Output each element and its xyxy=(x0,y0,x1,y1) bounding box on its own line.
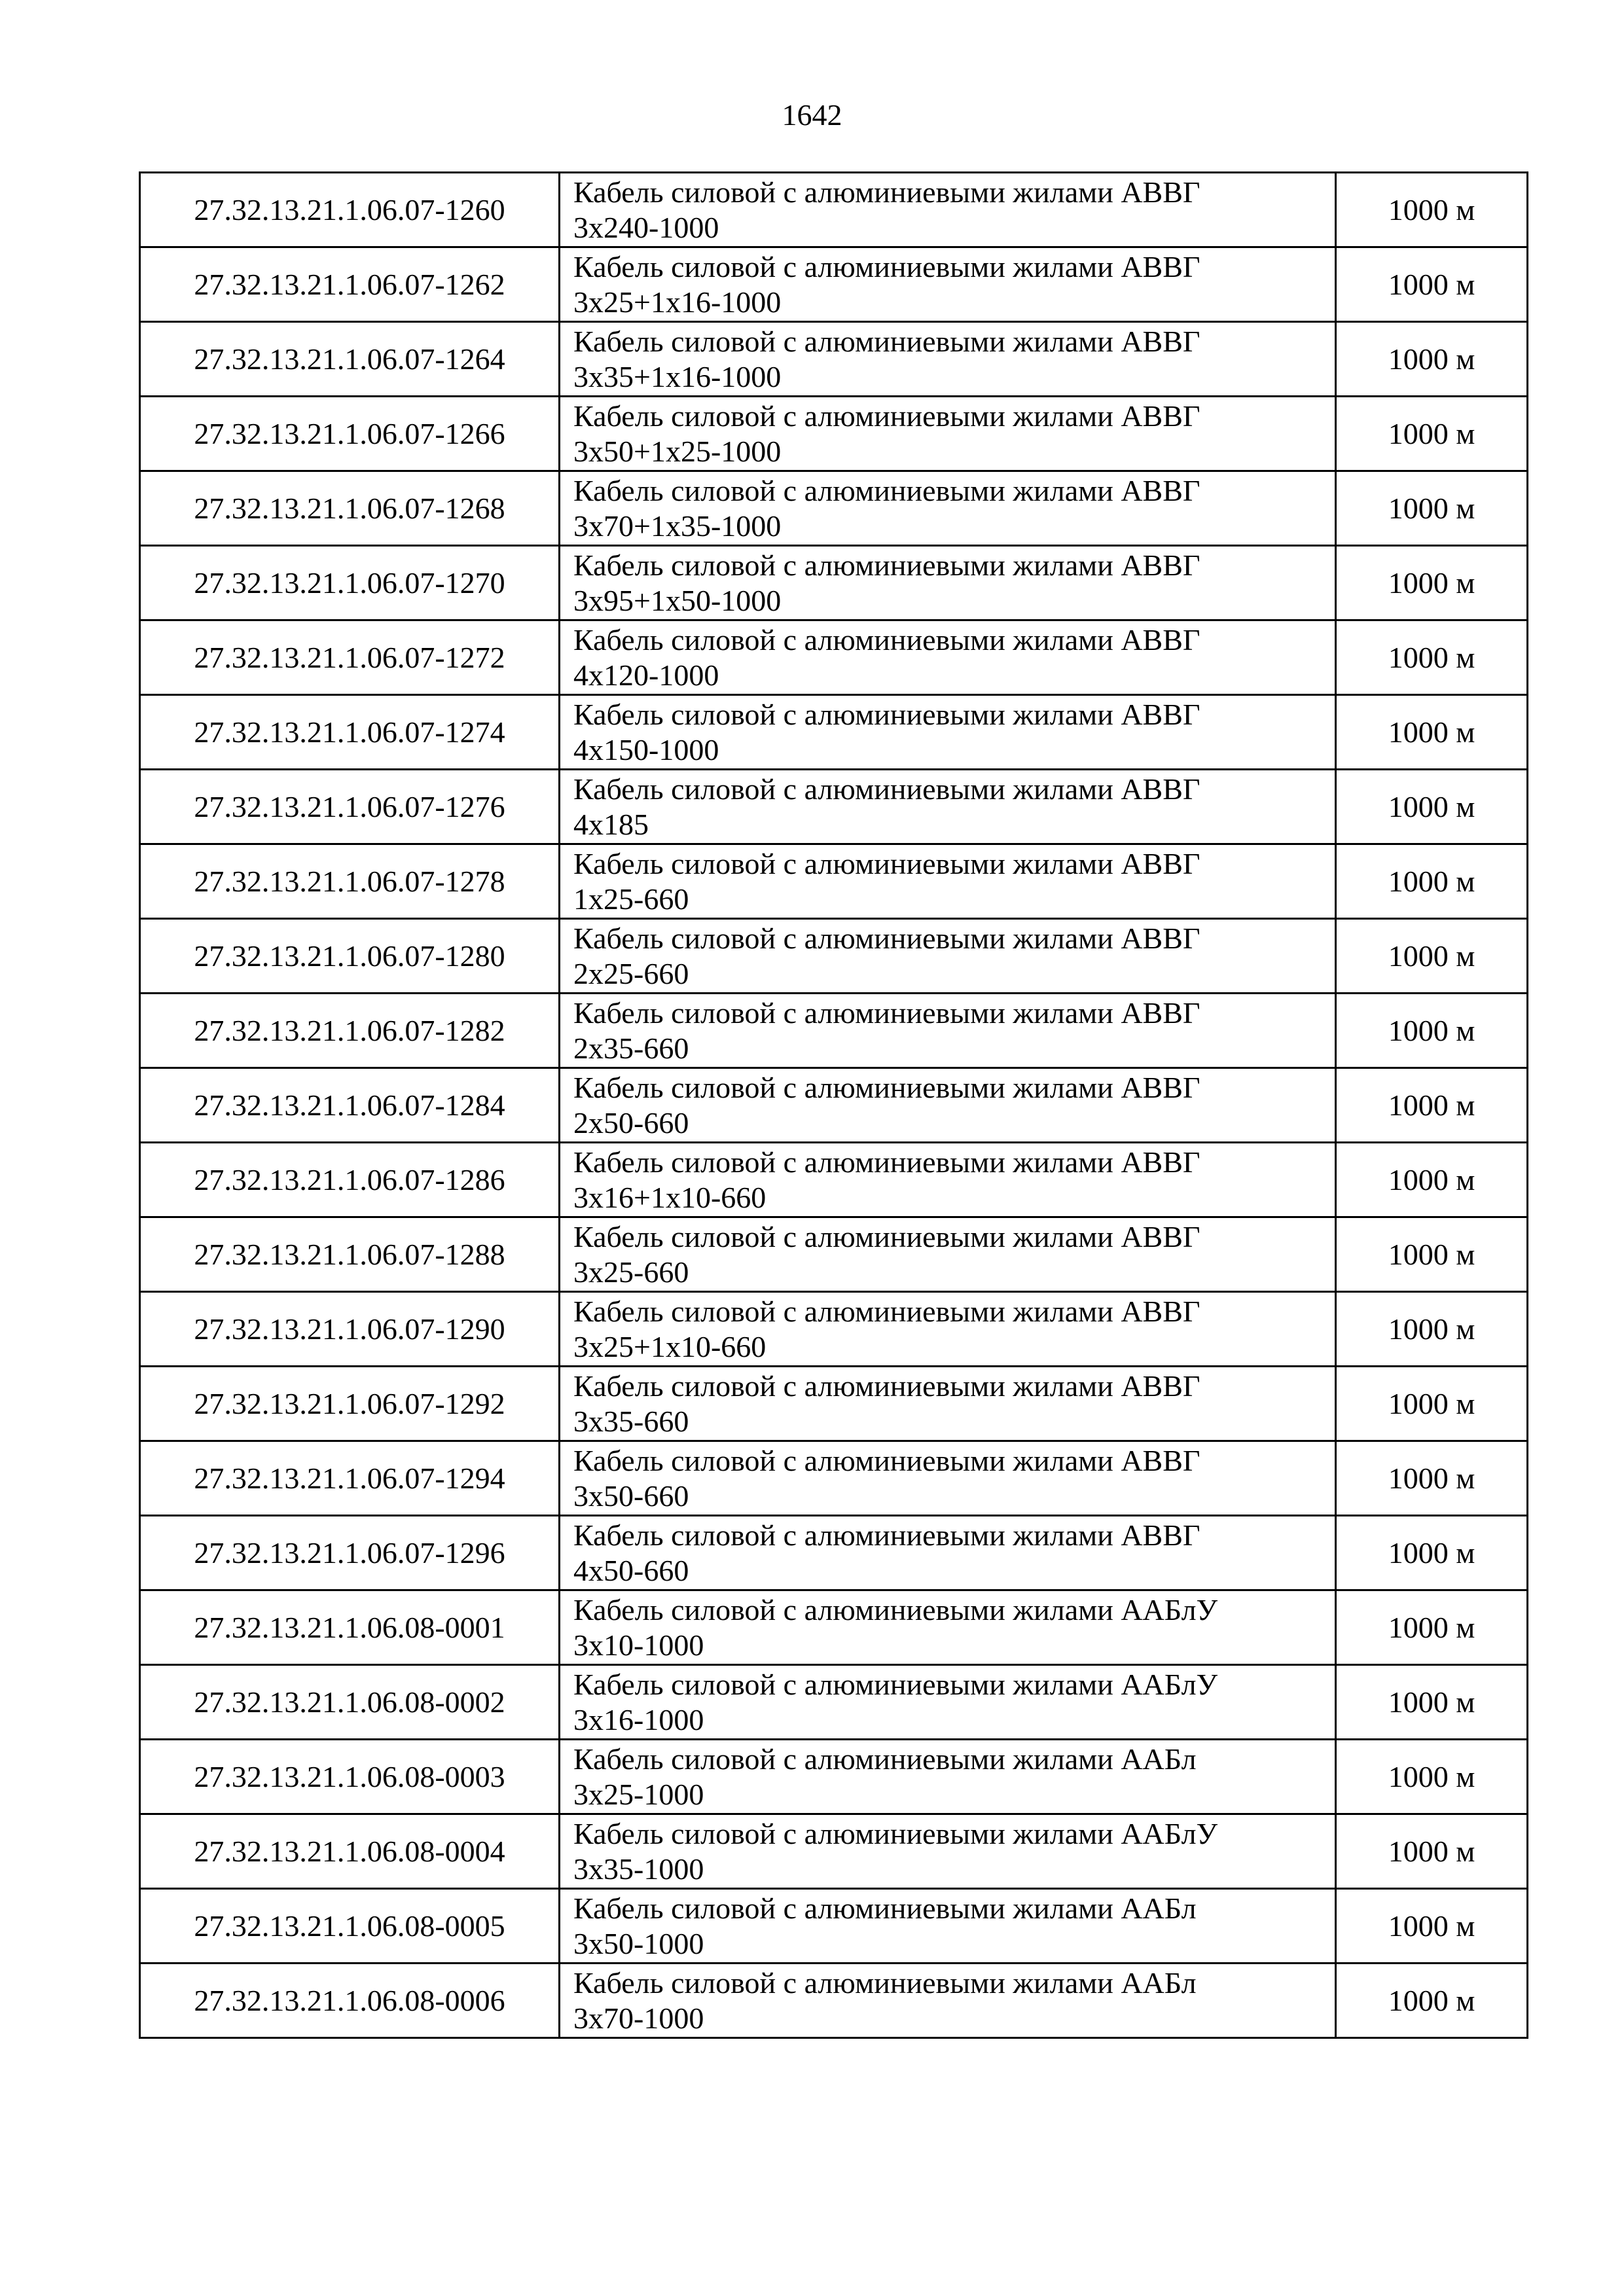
resource-name-cell xyxy=(560,1516,1336,1590)
resource-name-line2: 2х50-660 xyxy=(573,1105,689,1139)
resource-name-line2: 4х150-1000 xyxy=(573,732,719,766)
resource-name-line2: 3х16+1х10-660 xyxy=(573,1180,767,1214)
table-row xyxy=(140,1740,1528,1814)
unit-cell: 1000 м xyxy=(1336,919,1528,994)
resource-name-line2: 3х70+1х35-1000 xyxy=(573,509,782,543)
table-row xyxy=(140,546,1528,620)
unit-cell: 1000 м xyxy=(1336,1590,1528,1665)
table-row xyxy=(140,844,1528,919)
unit-cell: 1000 м xyxy=(1336,620,1528,695)
resource-name-line2: 3х10-1000 xyxy=(573,1628,704,1662)
table-row xyxy=(140,994,1528,1068)
resource-name-cell xyxy=(560,546,1336,620)
resource-name-line1: Кабель силовой с алюминиевыми жилами АВВГ xyxy=(573,697,1200,731)
table-body xyxy=(140,173,1528,2038)
table-row xyxy=(140,1665,1528,1740)
table-row xyxy=(140,173,1528,247)
table-row xyxy=(140,1143,1528,1217)
resource-code-cell: 27.32.13.21.1.06.07-1268 xyxy=(140,471,560,546)
resource-name-cell xyxy=(560,1964,1336,2038)
resource-name-line1: Кабель силовой с алюминиевыми жилами ААБл xyxy=(573,1965,1197,2000)
unit-cell: 1000 м xyxy=(1336,1740,1528,1814)
resource-name-line1: Кабель силовой с алюминиевыми жилами АВВГ xyxy=(573,324,1200,358)
resource-name-line1: Кабель силовой с алюминиевыми жилами АВВГ xyxy=(573,1443,1200,1477)
resource-code-cell: 27.32.13.21.1.06.07-1274 xyxy=(140,695,560,770)
table-row xyxy=(140,1217,1528,1292)
table-row xyxy=(140,471,1528,546)
resource-name-cell xyxy=(560,471,1336,546)
unit-cell: 1000 м xyxy=(1336,471,1528,546)
resource-code-cell: 27.32.13.21.1.06.07-1290 xyxy=(140,1292,560,1367)
unit-cell: 1000 м xyxy=(1336,1367,1528,1441)
unit-cell: 1000 м xyxy=(1336,1292,1528,1367)
resource-code-cell: 27.32.13.21.1.06.07-1266 xyxy=(140,397,560,471)
table-row xyxy=(140,620,1528,695)
resource-name-cell xyxy=(560,919,1336,994)
table-row xyxy=(140,770,1528,844)
table-row xyxy=(140,247,1528,322)
table-row xyxy=(140,397,1528,471)
resource-name-cell xyxy=(560,247,1336,322)
resource-name-line2: 3х35-1000 xyxy=(573,1852,704,1886)
unit-cell: 1000 м xyxy=(1336,695,1528,770)
resource-code-cell: 27.32.13.21.1.06.08-0001 xyxy=(140,1590,560,1665)
resource-name-line1: Кабель силовой с алюминиевыми жилами ААБлУ xyxy=(573,1816,1218,1850)
resource-name-line2: 3х25-660 xyxy=(573,1255,689,1289)
resource-code-cell: 27.32.13.21.1.06.07-1294 xyxy=(140,1441,560,1516)
table-row xyxy=(140,322,1528,397)
resource-name-cell xyxy=(560,1441,1336,1516)
resource-name-line1: Кабель силовой с алюминиевыми жилами АВВГ xyxy=(573,622,1200,656)
resource-name-cell xyxy=(560,994,1336,1068)
table-row xyxy=(140,1292,1528,1367)
unit-cell: 1000 м xyxy=(1336,770,1528,844)
resource-name-line1: Кабель силовой с алюминиевыми жилами ААБлУ xyxy=(573,1667,1218,1701)
resource-name-cell xyxy=(560,620,1336,695)
resource-name-cell xyxy=(560,1665,1336,1740)
resource-name-cell xyxy=(560,1590,1336,1665)
resource-name-line2: 4х50-660 xyxy=(573,1553,689,1587)
unit-cell: 1000 м xyxy=(1336,1964,1528,2038)
resource-code-cell: 27.32.13.21.1.06.07-1292 xyxy=(140,1367,560,1441)
unit-cell: 1000 м xyxy=(1336,322,1528,397)
resource-name-line2: 3х35+1х16-1000 xyxy=(573,359,782,393)
resource-name-cell xyxy=(560,397,1336,471)
resource-name-line1: Кабель силовой с алюминиевыми жилами АВВГ xyxy=(573,996,1200,1030)
table-row xyxy=(140,1889,1528,1964)
resource-name-cell xyxy=(560,1740,1336,1814)
unit-cell: 1000 м xyxy=(1336,173,1528,247)
unit-cell: 1000 м xyxy=(1336,1665,1528,1740)
table-row xyxy=(140,1590,1528,1665)
resource-name-line1: Кабель силовой с алюминиевыми жилами АВВГ xyxy=(573,1219,1200,1253)
resource-code-cell: 27.32.13.21.1.06.07-1260 xyxy=(140,173,560,247)
resource-name-line1: Кабель силовой с алюминиевыми жилами АВВГ xyxy=(573,249,1200,283)
resource-name-line2: 3х35-660 xyxy=(573,1404,689,1438)
page-number: 1642 xyxy=(782,98,842,132)
resource-name-line2: 3х95+1х50-1000 xyxy=(573,583,782,617)
resource-name-line2: 1х25-660 xyxy=(573,882,689,916)
resource-code-cell: 27.32.13.21.1.06.07-1278 xyxy=(140,844,560,919)
resource-name-line1: Кабель силовой с алюминиевыми жилами АВВГ xyxy=(573,921,1200,955)
resource-name-line1: Кабель силовой с алюминиевыми жилами ААБл xyxy=(573,1742,1197,1776)
resource-code-cell: 27.32.13.21.1.06.07-1288 xyxy=(140,1217,560,1292)
resource-code-cell: 27.32.13.21.1.06.08-0002 xyxy=(140,1665,560,1740)
table-row xyxy=(140,1068,1528,1143)
resource-name-cell xyxy=(560,1292,1336,1367)
resource-name-line1: Кабель силовой с алюминиевыми жилами АВВГ xyxy=(573,548,1200,582)
resource-name-line1: Кабель силовой с алюминиевыми жилами АВВГ xyxy=(573,399,1200,433)
resource-code-cell: 27.32.13.21.1.06.07-1270 xyxy=(140,546,560,620)
resource-name-line1: Кабель силовой с алюминиевыми жилами АВВГ xyxy=(573,846,1200,880)
resource-code-cell: 27.32.13.21.1.06.07-1280 xyxy=(140,919,560,994)
table-row xyxy=(140,695,1528,770)
resource-code-cell: 27.32.13.21.1.06.07-1282 xyxy=(140,994,560,1068)
resource-code-cell: 27.32.13.21.1.06.07-1272 xyxy=(140,620,560,695)
resource-name-line1: Кабель силовой с алюминиевыми жилами АВВГ xyxy=(573,772,1200,806)
unit-cell: 1000 м xyxy=(1336,1068,1528,1143)
unit-cell: 1000 м xyxy=(1336,247,1528,322)
resource-code-cell: 27.32.13.21.1.06.08-0006 xyxy=(140,1964,560,2038)
resource-code-cell: 27.32.13.21.1.06.07-1262 xyxy=(140,247,560,322)
table-row xyxy=(140,1814,1528,1889)
resource-name-line1: Кабель силовой с алюминиевыми жилами АВВГ xyxy=(573,1369,1200,1403)
resource-table xyxy=(139,171,1528,2039)
resource-code-cell: 27.32.13.21.1.06.07-1276 xyxy=(140,770,560,844)
table-row xyxy=(140,1964,1528,2038)
resource-name-cell xyxy=(560,1814,1336,1889)
resource-code-cell: 27.32.13.21.1.06.07-1296 xyxy=(140,1516,560,1590)
resource-name-line2: 3х50-1000 xyxy=(573,1926,704,1960)
resource-name-cell xyxy=(560,1217,1336,1292)
resource-name-line2: 3х240-1000 xyxy=(573,210,719,244)
resource-name-line2: 3х25-1000 xyxy=(573,1777,704,1811)
table-row xyxy=(140,1441,1528,1516)
resource-code-cell: 27.32.13.21.1.06.07-1264 xyxy=(140,322,560,397)
resource-code-cell: 27.32.13.21.1.06.07-1284 xyxy=(140,1068,560,1143)
table-row xyxy=(140,1516,1528,1590)
unit-cell: 1000 м xyxy=(1336,1814,1528,1889)
resource-name-line1: Кабель силовой с алюминиевыми жилами АВВГ xyxy=(573,1294,1200,1328)
resource-name-line1: Кабель силовой с алюминиевыми жилами ААБлУ xyxy=(573,1592,1218,1626)
unit-cell: 1000 м xyxy=(1336,1441,1528,1516)
resource-name-line2: 3х50+1х25-1000 xyxy=(573,434,782,468)
unit-cell: 1000 м xyxy=(1336,994,1528,1068)
unit-cell: 1000 м xyxy=(1336,844,1528,919)
resource-name-line2: 3х25+1х16-1000 xyxy=(573,285,782,319)
resource-code-cell: 27.32.13.21.1.06.08-0003 xyxy=(140,1740,560,1814)
resource-name-line2: 2х25-660 xyxy=(573,956,689,990)
resource-code-cell: 27.32.13.21.1.06.08-0005 xyxy=(140,1889,560,1964)
resource-name-line2: 3х25+1х10-660 xyxy=(573,1329,767,1363)
resource-code-cell: 27.32.13.21.1.06.08-0004 xyxy=(140,1814,560,1889)
resource-name-line2: 2х35-660 xyxy=(573,1031,689,1065)
resource-name-cell xyxy=(560,770,1336,844)
resource-name-cell xyxy=(560,844,1336,919)
table-row xyxy=(140,1367,1528,1441)
resource-name-line2: 3х70-1000 xyxy=(573,2001,704,2035)
resource-name-line2: 4х185 xyxy=(573,807,649,841)
resource-name-cell xyxy=(560,1143,1336,1217)
resource-name-line1: Кабель силовой с алюминиевыми жилами АВВГ xyxy=(573,1145,1200,1179)
resource-name-line1: Кабель силовой с алюминиевыми жилами АВВГ xyxy=(573,473,1200,507)
resource-name-line1: Кабель силовой с алюминиевыми жилами АВВГ xyxy=(573,1518,1200,1552)
table-row xyxy=(140,919,1528,994)
resource-name-line2: 3х16-1000 xyxy=(573,1702,704,1736)
resource-name-line2: 3х50-660 xyxy=(573,1479,689,1513)
unit-cell: 1000 м xyxy=(1336,546,1528,620)
unit-cell: 1000 м xyxy=(1336,1516,1528,1590)
resource-name-line2: 4х120-1000 xyxy=(573,658,719,692)
resource-name-cell xyxy=(560,1367,1336,1441)
unit-cell: 1000 м xyxy=(1336,1217,1528,1292)
resource-name-cell xyxy=(560,695,1336,770)
resource-name-cell xyxy=(560,1068,1336,1143)
resource-name-cell xyxy=(560,173,1336,247)
unit-cell: 1000 м xyxy=(1336,397,1528,471)
resource-name-line1: Кабель силовой с алюминиевыми жилами АВВГ xyxy=(573,175,1200,209)
resource-name-line1: Кабель силовой с алюминиевыми жилами АВВГ xyxy=(573,1070,1200,1104)
unit-cell: 1000 м xyxy=(1336,1143,1528,1217)
resource-name-cell xyxy=(560,1889,1336,1964)
resource-name-cell xyxy=(560,322,1336,397)
resource-name-line1: Кабель силовой с алюминиевыми жилами ААБл xyxy=(573,1891,1197,1925)
unit-cell: 1000 м xyxy=(1336,1889,1528,1964)
resource-code-cell: 27.32.13.21.1.06.07-1286 xyxy=(140,1143,560,1217)
